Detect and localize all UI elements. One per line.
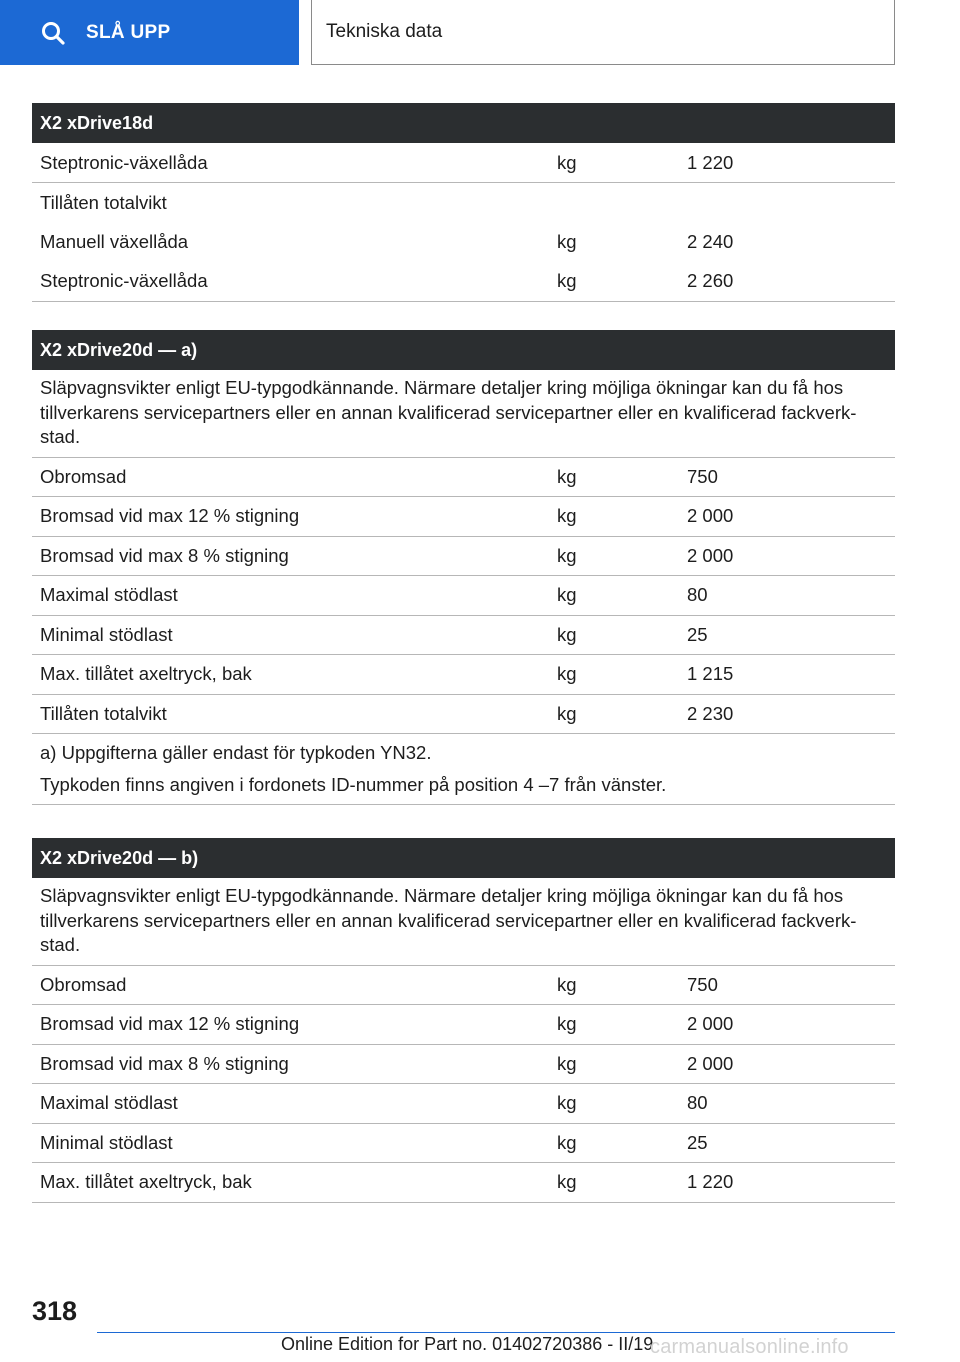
row-value: 2 000 — [672, 536, 895, 576]
search-button[interactable] — [0, 0, 299, 65]
table-row — [32, 1163, 895, 1203]
row-unit: kg — [543, 262, 672, 302]
row-value: 25 — [672, 1123, 895, 1163]
row-value: 2 240 — [687, 230, 734, 252]
row-value — [672, 183, 895, 223]
row-unit: kg — [543, 615, 672, 655]
footnote-a: a) Uppgifterna gäller endast för typkoden YN32. — [40, 742, 432, 763]
table-row — [32, 1123, 895, 1163]
row-unit: kg — [543, 1044, 672, 1084]
table-row — [32, 457, 895, 497]
row-unit: kg — [543, 497, 672, 537]
table-row — [32, 1084, 895, 1124]
table-title: X2 xDrive18d — [32, 103, 895, 143]
row-label: Bromsad vid max 12 % stigning — [32, 1005, 543, 1045]
chapter-title: Tekniska data — [326, 21, 443, 42]
row-label: Minimal stödlast — [32, 615, 543, 655]
watermark: carmanualsonline.info — [650, 1336, 849, 1358]
search-icon — [40, 20, 66, 46]
row-unit: kg — [543, 655, 672, 695]
table-row — [32, 536, 895, 576]
table-row — [32, 1044, 895, 1084]
chapter-tab[interactable] — [311, 0, 895, 65]
spec-table-x2-xdrive20d-a — [32, 330, 895, 805]
row-value: 2 260 — [672, 262, 895, 302]
table-row — [32, 1005, 895, 1045]
row-value: 1 215 — [672, 655, 895, 695]
table-row — [32, 615, 895, 655]
row-label: Minimal stödlast — [32, 1123, 543, 1163]
table-row — [32, 576, 895, 616]
row-label: Tillåten totalvikt — [32, 694, 543, 734]
row-label: Tillåten totalvikt — [40, 191, 167, 213]
table-note: Släpvagnsvikter enligt EU-typgodkännande. Närmare detaljer kring möjliga ökningar kan du få hos tillverkarens servicepartners eller en annan kvalificerad servicepartner eller en kvalificerad fackverkstad. — [32, 370, 895, 457]
row-label: Maximal stödlast — [32, 1084, 543, 1124]
table-row — [32, 143, 895, 183]
row-value: 2 000 — [672, 1044, 895, 1084]
row-label: Maximal stödlast — [32, 576, 543, 616]
row-label: Steptronic-växellåda — [32, 262, 543, 302]
row-value: 750 — [672, 457, 895, 497]
row-unit: kg — [543, 536, 672, 576]
row-unit: kg — [543, 694, 672, 734]
footnote-typecode: Typkoden finns angiven i fordonets ID-nummer på position 4 –7 från vänster. — [40, 774, 667, 795]
row-unit: kg — [543, 965, 672, 1005]
row-unit: kg — [543, 1123, 672, 1163]
row-value: 2 230 — [672, 694, 895, 734]
row-unit — [543, 183, 672, 223]
footer-divider — [97, 1332, 895, 1333]
search-label: SLÅ UPP — [86, 21, 171, 43]
row-value: 750 — [672, 965, 895, 1005]
row-label: Manuell växellåda — [40, 230, 189, 252]
row-value: 80 — [672, 576, 895, 616]
table-row — [32, 965, 895, 1005]
row-unit: kg — [543, 1005, 672, 1045]
row-label: Obromsad — [32, 457, 543, 497]
row-value: 25 — [672, 615, 895, 655]
row-unit: kg — [543, 1084, 672, 1124]
table-footnote — [32, 734, 895, 805]
edition-text: Online Edition for Part no. 01402720386 - II/19 — [281, 1334, 654, 1354]
row-unit: kg — [543, 143, 672, 183]
row-value: 1 220 — [672, 143, 895, 183]
table-row — [32, 694, 895, 734]
table-note: Släpvagnsvikter enligt EU-typgodkännande. Närmare detaljer kring möjliga ökningar kan du få hos tillverkarens servicepartners eller en annan kvalificerad servicepartner eller en kvalificerad fackverkstad. — [32, 878, 895, 965]
row-label: Max. tillåtet axeltryck, bak — [32, 655, 543, 695]
row-label: Bromsad vid max 12 % stigning — [32, 497, 543, 537]
table-title: X2 xDrive20d — a) — [32, 330, 895, 370]
row-label: Steptronic-växellåda — [32, 143, 543, 183]
spec-table-x2-xdrive18d — [32, 103, 895, 302]
table-row — [32, 262, 895, 302]
row-unit: kg — [543, 457, 672, 497]
spec-table-x2-xdrive20d-b — [32, 838, 895, 1203]
row-label: Max. tillåtet axeltryck, bak — [32, 1163, 543, 1203]
row-value: 2 000 — [672, 497, 895, 537]
row-unit: kg — [543, 1163, 672, 1203]
row-label: Bromsad vid max 8 % stigning — [32, 1044, 543, 1084]
row-unit: kg — [557, 230, 577, 252]
page-number: 318 — [32, 1296, 78, 1326]
row-label: Obromsad — [32, 965, 543, 1005]
row-value: 2 000 — [672, 1005, 895, 1045]
row-value: 1 220 — [672, 1163, 895, 1203]
table-row — [32, 655, 895, 695]
table-row — [32, 183, 895, 223]
row-label: Bromsad vid max 8 % stigning — [32, 536, 543, 576]
table-row — [32, 222, 895, 262]
row-unit: kg — [543, 576, 672, 616]
row-value: 80 — [672, 1084, 895, 1124]
table-title: X2 xDrive20d — b) — [32, 838, 895, 878]
table-row — [32, 497, 895, 537]
